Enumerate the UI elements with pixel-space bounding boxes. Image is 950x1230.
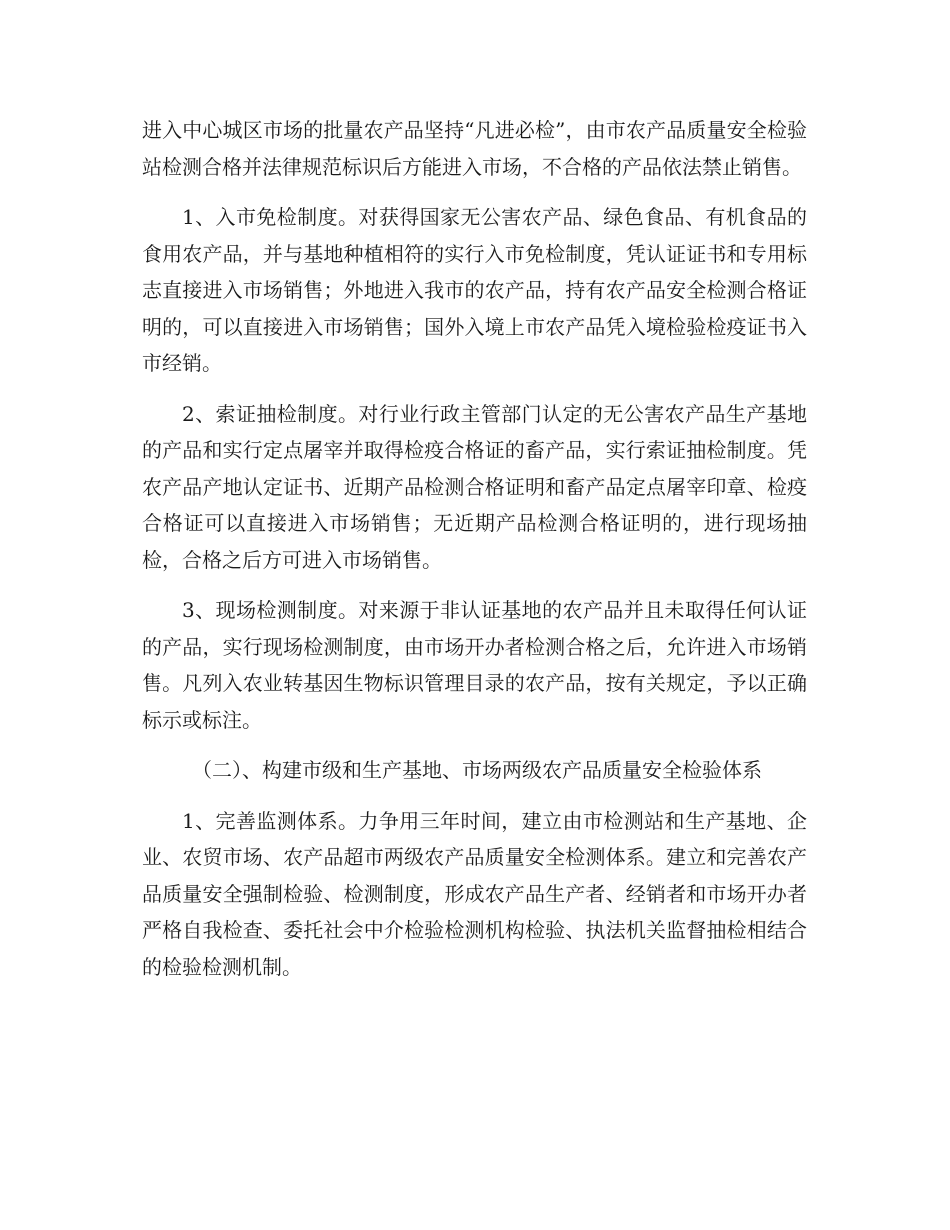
paragraph-onsite-test: 3、现场检测制度。对来源于非认证基地的农产品并且未取得任何认证的产品，实行现场检测制度，由市场开办者检测合格之后，允许进入市场销售。凡列入农业转基因生物标识管理目录的农产品，按有关规定，予以正确标示或标注。 [142, 598, 807, 732]
paragraph-monitoring-system: 1、完善监测体系。力争用三年时间，建立由市检测站和生产基地、企业、农贸市场、农产品超市两级农产品质量安全检测体系。建立和完善农产品质量安全强制检验、检测制度，形成农产品生产者、经销者和市场开办者严格自我检查、委托社会中介检验检测机构检验、执法机关监督抽检相结合的检验检测机制。 [142, 808, 807, 979]
section-heading-two: （二）、构建市级和生产基地、市场两级农产品质量安全检验体系 [192, 758, 762, 782]
paragraph-exemption: 1、入市免检制度。对获得国家无公害农产品、绿色食品、有机食品的食用农产品，并与基地种植相符的实行入市免检制度，凭认证证书和专用标志直接进入市场销售；外地进入我市的农产品，持有农产品安全检测合格证明的，可以直接进入市场销售；国外入境上市农产品凭入境检验检疫证书入市经销。 [142, 205, 807, 375]
document-body [142, 112, 807, 999]
paragraph-certificate-check: 2、索证抽检制度。对行业行政主管部门认定的无公害农产品生产基地的产品和实行定点屠宰并取得检疫合格证的畜产品，实行索证抽检制度。凭农产品产地认定证书、近期产品检测合格证明和畜产品定点屠宰印章、检疫合格证可以直接进入市场销售；无近期产品检测合格证明的，进行现场抽检，合格之后方可进入市场销售。 [142, 401, 807, 572]
paragraph-intro: 进入中心城区市场的批量农产品坚持“凡进必检”，由市农产品质量安全检验站检测合格并法律规范标识后方能进入市场，不合格的产品依法禁止销售。 [142, 118, 807, 179]
